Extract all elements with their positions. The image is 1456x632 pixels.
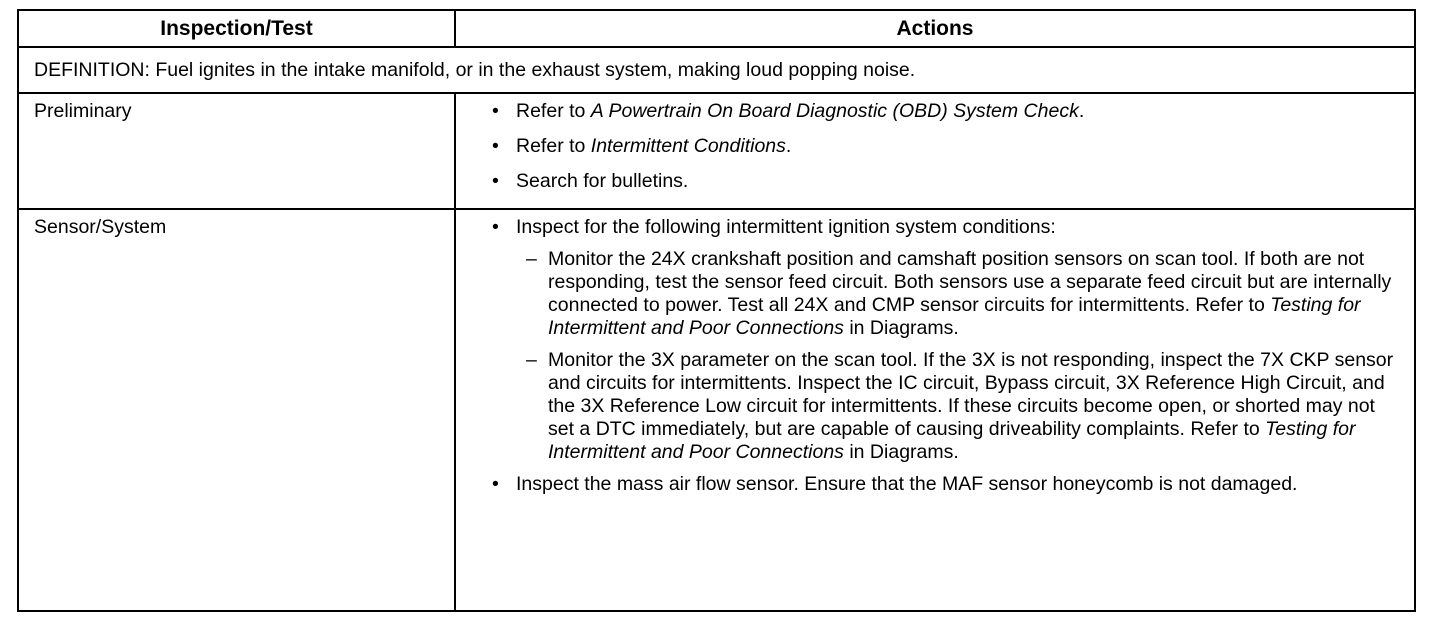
item-text: Refer to — [516, 135, 591, 157]
sub-list-item — [456, 349, 1400, 464]
bullet-glyph: • — [492, 135, 499, 157]
list-item — [456, 170, 1400, 193]
sub-item-emphasis: Testing for Intermittent and Poor Connections — [548, 294, 1361, 339]
item-text: Inspect for the following intermittent ignition system conditions: — [516, 216, 1056, 238]
list-item — [456, 135, 1400, 158]
item-text: Refer to — [516, 100, 591, 122]
table-row-preliminary — [19, 94, 1414, 210]
table-header-row — [19, 11, 1414, 48]
item-emphasis: Intermittent Conditions — [590, 135, 786, 157]
list-item — [456, 216, 1400, 239]
sub-list-item — [456, 248, 1400, 340]
item-emphasis: A Powertrain On Board Diagnostic (OBD) System Check — [590, 100, 1079, 122]
item-text: Inspect the mass air flow sensor. Ensure that the MAF sensor honeycomb is not damaged. — [516, 473, 1298, 495]
sub-item-emphasis: Testing for Intermittent and Poor Connections — [548, 418, 1356, 463]
row-label-preliminary: Preliminary — [19, 94, 456, 208]
bullet-glyph: • — [492, 216, 499, 238]
row-label-sensor-system: Sensor/System — [19, 210, 456, 610]
header-inspection-test: Inspection/Test — [19, 11, 456, 46]
sub-item-text: Monitor the 3X parameter on the scan tool. If the 3X is not responding, inspect the 7X CKP sensor and circuits for intermittents. Inspect the IC circuit, Bypass circuit, 3X Reference High Circuit, and the 3X Reference Low circuit for intermittents. If these circuits become open, or shorted may not set a DTC immediately, but are capable of causing driveability complaints. Refer to — [548, 349, 1394, 440]
sub-item-text-post: in Diagrams. — [843, 317, 959, 339]
definition-text: DEFINITION: Fuel ignites in the intake manifold, or in the exhaust system, making loud popping noise. — [34, 58, 916, 81]
list-item — [456, 473, 1400, 496]
bullet-glyph: • — [492, 100, 499, 122]
bullet-glyph: • — [492, 473, 499, 495]
row-actions-sensor-system — [456, 210, 1414, 610]
sub-item-text: Monitor the 24X crankshaft position and camshaft position sensors on scan tool. If both are not responding, test the sensor feed circuit. Both sensors use a separate feed circuit but are internally connected to power. Test all 24X and CMP sensor circuits for intermittents. Refer to — [548, 248, 1392, 316]
dash-glyph: – — [526, 248, 537, 270]
row-actions-preliminary — [456, 94, 1414, 208]
item-text: Search for bulletins. — [516, 170, 689, 192]
item-text-post: . — [1078, 100, 1085, 122]
list-item — [456, 100, 1400, 123]
sub-item-text-post: in Diagrams. — [843, 441, 959, 463]
definition-row — [19, 48, 1414, 94]
header-actions: Actions — [896, 16, 974, 40]
dash-glyph: – — [526, 349, 537, 371]
bullet-glyph: • — [492, 170, 499, 192]
item-text-post: . — [785, 135, 792, 157]
table-row-sensor-system — [19, 210, 1414, 610]
diagnostic-table — [17, 9, 1416, 612]
